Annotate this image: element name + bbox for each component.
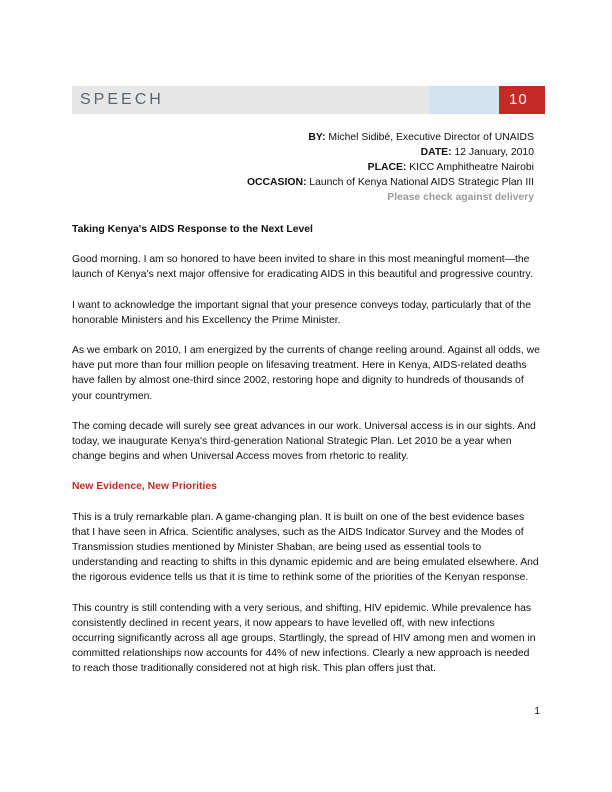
paragraph-5: This is a truly remarkable plan. A game-changing plan. It is built on one of the best evidence bases that I have seen in Africa. Scientific analyses, such as the AIDS Indicator Survey and the Modes of Transmission studies mentioned by Minister Shaban, are being used as essential tools to understanding and reacting to shifts in this dynamic epidemic and are being emulated elsewhere. And the rigorous evidence tells us that it is time to rethink some of the priorities of the Kenyan response. (72, 511, 539, 584)
delivery-note: Please check against delivery (387, 192, 534, 203)
paragraph-3: As we embark on 2010, I am energized by the currents of change reeling around. Against all odds, we have put more than four million people on lifesaving treatment. Here in Kenya, AIDS-related deaths have fallen by almost one-third since 2002, restoring hope and dignity to hundreds of thousands of your countrymen. (72, 345, 540, 402)
banner-accent-block (429, 86, 499, 114)
section-heading: New Evidence, New Priorities (72, 481, 217, 493)
place-value: KICC Amphitheatre Nairobi (406, 162, 534, 173)
by-value: Michel Sidibé, Executive Director of UNAIDS (325, 132, 534, 143)
date-line (64, 145, 534, 160)
place-line (64, 160, 534, 175)
by-label: BY: (308, 132, 326, 143)
banner-number-block (499, 86, 545, 114)
paragraph-2: I want to acknowledge the important signal that your presence conveys today, particularly that of the honorable Ministers and his Excellency the Prime Minister. (72, 299, 531, 326)
occasion-label: OCCASION: (246, 177, 307, 188)
place-label: PLACE: (367, 162, 407, 173)
speech-title: Taking Kenya's AIDS Response to the Next Level (72, 224, 313, 235)
paragraph-4: The coming decade will surely see great advances in our work. Universal access is in our sights. And today, we inaugurate Kenya's third-generation National Strategic Plan. Let 2010 be a year when change begins and when Universal Access moves from rhetoric to reality. (72, 420, 536, 463)
banner-number: 10 (509, 91, 528, 108)
speech-banner (72, 86, 545, 114)
occasion-value: Launch of Kenya National AIDS Strategic Plan III (306, 177, 534, 188)
paragraph-1: Good morning. I am so honored to have been invited to share in this most meaningful moment—the launch of Kenya's next major offensive for eradicating AIDS in this beautiful and progressive country. (72, 254, 533, 281)
speech-body (72, 222, 540, 692)
banner-label: SPEECH (80, 91, 164, 108)
date-value: 12 January, 2010 (451, 147, 534, 158)
speech-metadata (64, 130, 534, 205)
page-number: 1 (534, 706, 540, 717)
by-line (64, 130, 534, 145)
date-label: DATE: (420, 147, 452, 158)
occasion-line (64, 175, 534, 190)
paragraph-6: This country is still contending with a very serious, and shifting, HIV epidemic. While prevalence has consistently declined in recent years, it now appears to have levelled off, with new infections occurring significantly across all age groups. Startlingly, the spread of HIV among men and women in committed relationships now accounts for 44% of new infections. Clearly a new approach is needed to reach those traditionally considered not at high risk. This plan offers just that. (72, 602, 536, 675)
